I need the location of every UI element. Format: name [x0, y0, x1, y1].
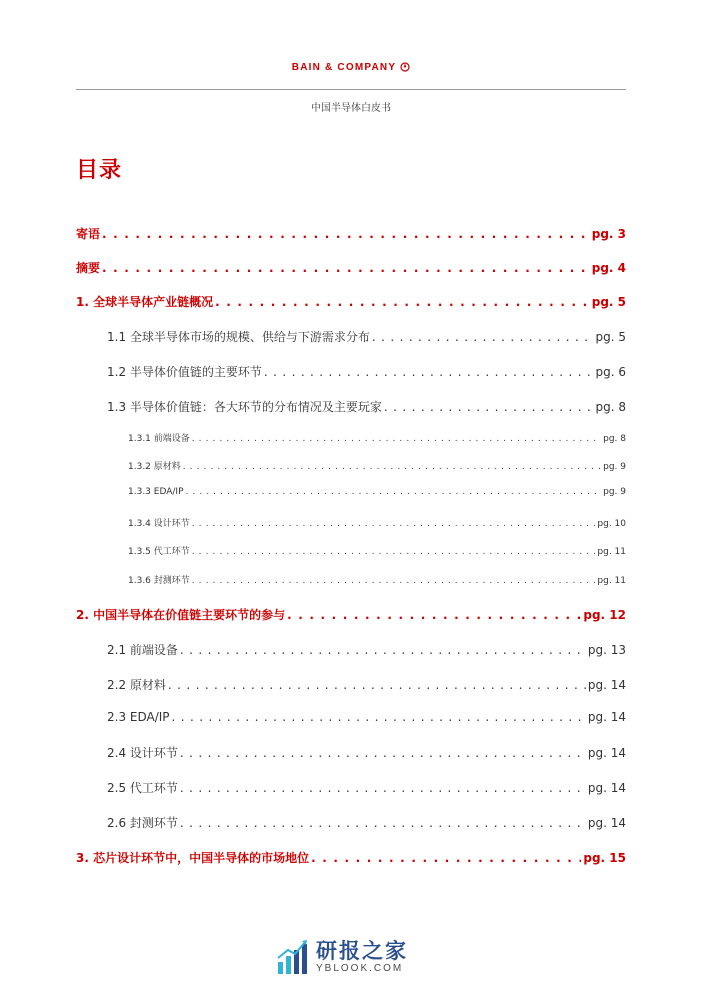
- toc-entry-page: pg. 14: [587, 678, 626, 692]
- toc-entry-page: pg. 4: [591, 261, 626, 275]
- toc-entry-2-5[interactable]: [107, 779, 626, 796]
- toc-entry-2-2[interactable]: [107, 676, 626, 693]
- toc-entry-jiyu[interactable]: [76, 225, 626, 242]
- brand-name: BAIN & COMPANY: [291, 62, 397, 73]
- toc-entry-section-1[interactable]: [76, 293, 626, 310]
- dot-leader: [287, 608, 581, 622]
- toc-entry-1-3-3[interactable]: [128, 487, 626, 497]
- brand-header: [0, 62, 702, 73]
- toc-entry-zhaiyao[interactable]: [76, 259, 626, 276]
- bar-chart-logo-icon: [276, 938, 310, 976]
- page-title: 目录: [76, 158, 123, 183]
- toc-entry-label: 1.2 半导体价值链的主要环节: [107, 365, 262, 379]
- toc-entry-2-6[interactable]: [107, 814, 626, 831]
- toc-entry-2-4[interactable]: [107, 744, 626, 761]
- toc-entry-page: pg. 10: [597, 519, 626, 529]
- dot-leader: [384, 400, 594, 414]
- logo-text-en: YBLOOK.COM: [316, 962, 404, 974]
- toc-entry-1-3-4[interactable]: [128, 516, 626, 529]
- toc-entry-label: 1.1 全球半导体市场的规模、供给与下游需求分布: [107, 330, 370, 344]
- dot-leader: [172, 710, 586, 724]
- toc-entry-label: 1.3.2 原材料: [128, 462, 181, 472]
- toc-entry-page: pg. 14: [587, 816, 626, 830]
- toc-entry-1-3-5[interactable]: [128, 544, 626, 557]
- toc-entry-page: pg. 8: [603, 434, 626, 444]
- logo-text-cn: 研报之家: [316, 938, 408, 963]
- toc-entry-page: pg. 6: [595, 365, 626, 379]
- toc-entry-section-2[interactable]: [76, 606, 626, 623]
- watermark-logo: [276, 938, 408, 976]
- toc-entry-2-3[interactable]: [107, 710, 626, 724]
- toc-entry-page: pg. 13: [587, 643, 626, 657]
- toc-entry-label: 2.6 封测环节: [107, 816, 178, 830]
- toc-entry-page: pg. 15: [583, 851, 626, 865]
- dot-leader: [168, 678, 586, 692]
- toc-entry-page: pg. 14: [587, 746, 626, 760]
- toc-entry-label: 1.3.4 设计环节: [128, 519, 190, 529]
- toc-entry-label: 1.3.3 EDA/IP: [128, 487, 184, 497]
- toc-entry-label: 3. 芯片设计环节中，中国半导体的市场地位: [76, 851, 310, 865]
- toc-entry-label: 2.5 代工环节: [107, 781, 178, 795]
- dot-leader: [192, 547, 596, 557]
- toc-entry-label: 1.3.1 前端设备: [128, 434, 190, 444]
- toc-entry-label: 2.1 前端设备: [107, 643, 178, 657]
- toc-entry-label: 摘要: [76, 261, 101, 275]
- toc-entry-label: 1.3 半导体价值链：各大环节的分布情况及主要玩家: [107, 400, 382, 414]
- toc-entry-page: pg. 5: [591, 295, 626, 309]
- toc-entry-1-3-2[interactable]: [128, 459, 626, 472]
- dot-leader: [264, 365, 594, 379]
- toc-entry-page: pg. 14: [587, 710, 626, 724]
- document-subtitle: 中国半导体白皮书: [311, 103, 391, 114]
- dot-leader: [192, 434, 601, 444]
- toc-entry-label: 2.4 设计环节: [107, 746, 178, 760]
- toc-entry-label: 寄语: [76, 227, 101, 241]
- toc-entry-1-3-1[interactable]: [128, 431, 626, 444]
- toc-entry-2-1[interactable]: [107, 641, 626, 658]
- toc-entry-page: pg. 8: [595, 400, 626, 414]
- dot-leader: [186, 487, 602, 497]
- toc-entry-1-3-6[interactable]: [128, 573, 626, 586]
- header-divider: [76, 89, 626, 90]
- dot-leader: [372, 330, 594, 344]
- toc-entry-label: 2.3 EDA/IP: [107, 710, 170, 724]
- toc-entry-page: pg. 5: [595, 330, 626, 344]
- dot-leader: [215, 295, 590, 309]
- toc-entry-page: pg. 14: [587, 781, 626, 795]
- bain-logo-icon: [400, 62, 410, 72]
- toc-entry-1-3[interactable]: [107, 398, 626, 415]
- toc-entry-1-2[interactable]: [107, 363, 626, 380]
- dot-leader: [183, 462, 601, 472]
- dot-leader: [102, 261, 590, 275]
- dot-leader: [180, 643, 586, 657]
- toc-entry-label: 1.3.6 封测环节: [128, 576, 190, 586]
- dot-leader: [102, 227, 590, 241]
- toc-entry-label: 1.3.5 代工环节: [128, 547, 190, 557]
- toc-entry-page: pg. 11: [597, 576, 626, 586]
- toc-entry-1-1[interactable]: [107, 328, 626, 345]
- dot-leader: [180, 781, 586, 795]
- toc-entry-page: pg. 3: [591, 227, 626, 241]
- toc-entry-label: 1. 全球半导体产业链概况: [76, 295, 214, 309]
- toc-entry-label: 2. 中国半导体在价值链主要环节的参与: [76, 608, 286, 622]
- dot-leader: [311, 851, 581, 865]
- toc-entry-page: pg. 9: [603, 462, 626, 472]
- toc-entry-page: pg. 9: [603, 487, 626, 497]
- dot-leader: [180, 816, 586, 830]
- toc-entry-section-3[interactable]: [76, 849, 626, 866]
- dot-leader: [192, 576, 596, 586]
- dot-leader: [180, 746, 586, 760]
- toc-entry-page: pg. 11: [597, 547, 626, 557]
- toc-entry-page: pg. 12: [583, 608, 626, 622]
- dot-leader: [192, 519, 596, 529]
- toc-entry-label: 2.2 原材料: [107, 678, 166, 692]
